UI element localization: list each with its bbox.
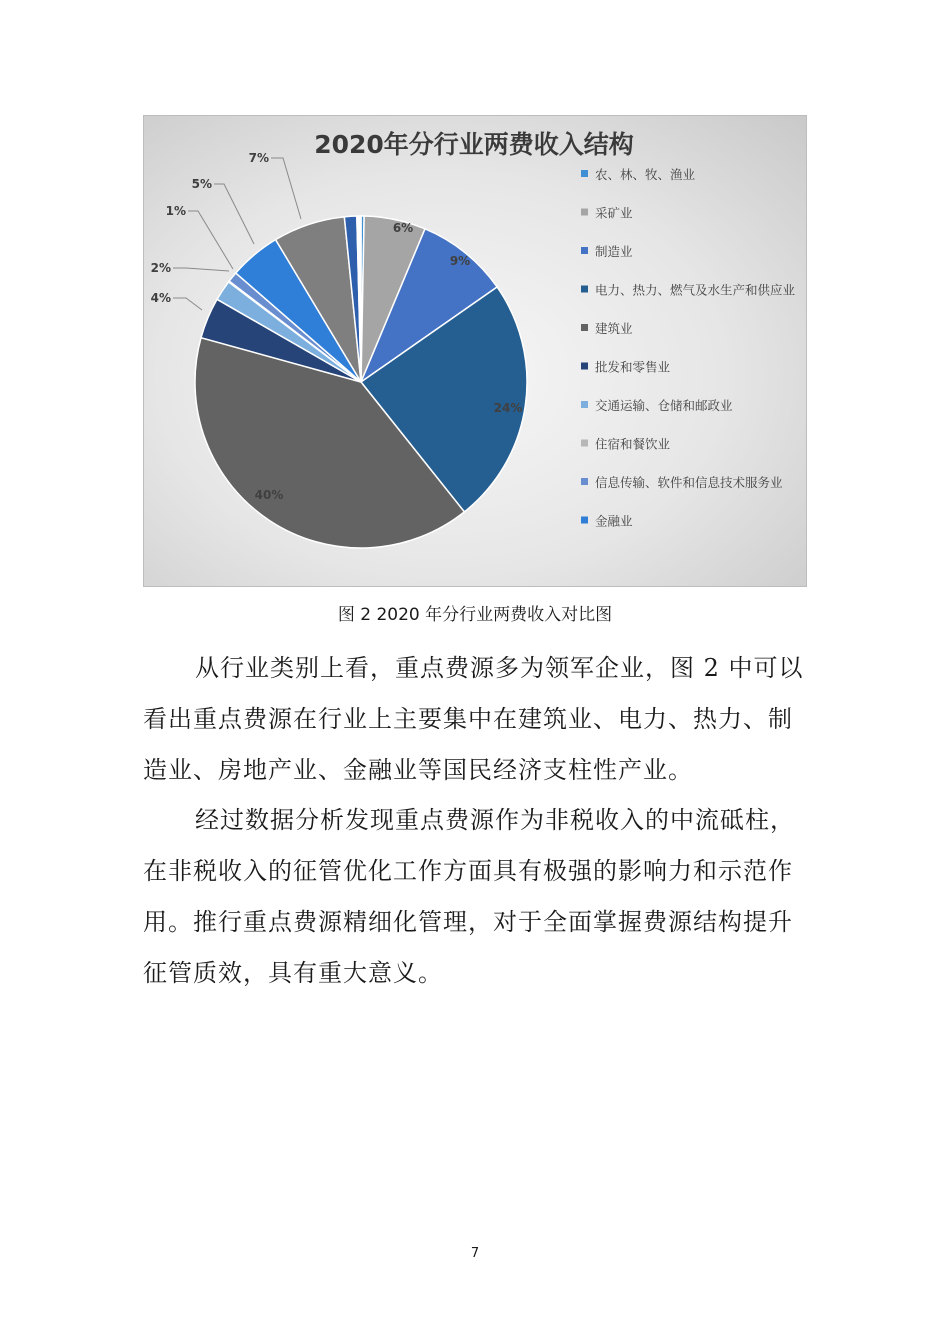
legend-label: 信息传输、软件和信息技术服务业 bbox=[595, 475, 783, 490]
pie-slices bbox=[195, 216, 527, 548]
data-label: 2% bbox=[150, 261, 171, 275]
data-label: 9% bbox=[449, 254, 471, 268]
leader-line bbox=[173, 268, 229, 271]
legend-label: 批发和零售业 bbox=[595, 359, 671, 375]
data-label: 5% bbox=[191, 177, 212, 191]
legend-swatch bbox=[581, 209, 588, 216]
legend-item bbox=[581, 475, 783, 490]
legend-label: 交通运输、仓储和邮政业 bbox=[595, 398, 733, 413]
leader-line bbox=[173, 298, 202, 310]
chart-legend bbox=[581, 167, 796, 529]
data-label: 7% bbox=[248, 151, 269, 165]
pie-chart-figure bbox=[143, 115, 807, 587]
legend-item bbox=[581, 167, 696, 182]
legend-swatch bbox=[581, 363, 588, 370]
data-label: 40% bbox=[254, 488, 284, 502]
legend-label: 住宿和餐饮业 bbox=[595, 436, 671, 452]
legend-label: 建筑业 bbox=[595, 321, 633, 336]
legend-label: 制造业 bbox=[595, 244, 633, 259]
legend-swatch bbox=[581, 478, 588, 485]
pie-chart-canvas bbox=[144, 116, 808, 588]
legend-swatch bbox=[581, 324, 588, 331]
legend-item bbox=[581, 398, 733, 413]
data-label: 1% bbox=[165, 204, 186, 218]
leader-line bbox=[188, 211, 233, 269]
legend-item bbox=[581, 206, 633, 221]
legend-swatch bbox=[581, 440, 588, 447]
legend-item bbox=[581, 437, 671, 452]
legend-swatch bbox=[581, 517, 588, 524]
page-number: 7 bbox=[470, 1246, 480, 1261]
paragraph-text: 经过数据分析发现重点费源作为非税收入的中流砥柱，在非税收入的征管优化工作方面具有极强的影响力和示范作用。推行重点费源精细化管理，对于全面掌握费源结构提升征管质效，具有重大意义。 bbox=[143, 806, 795, 987]
data-label: 4% bbox=[150, 291, 171, 305]
legend-label: 采矿业 bbox=[595, 205, 633, 221]
legend-swatch bbox=[581, 401, 588, 408]
leader-line bbox=[271, 158, 301, 219]
legend-item bbox=[581, 321, 633, 336]
figure-caption: 图 2 2020 年分行业两费收入对比图 bbox=[337, 605, 613, 625]
leader-line bbox=[214, 184, 254, 244]
data-label: 6% bbox=[392, 221, 414, 235]
legend-item bbox=[581, 244, 633, 259]
legend-swatch bbox=[581, 286, 588, 293]
legend-swatch bbox=[581, 247, 588, 254]
legend-label: 农、林、牧、渔业 bbox=[595, 167, 696, 182]
legend-label: 电力、热力、燃气及水生产和供应业 bbox=[595, 282, 796, 298]
body-paragraph-2 bbox=[143, 795, 813, 999]
data-label: 24% bbox=[493, 401, 523, 415]
legend-swatch bbox=[581, 170, 588, 177]
legend-item bbox=[581, 514, 633, 529]
legend-item bbox=[581, 360, 671, 375]
paragraph-text: 从行业类别上看，重点费源多为领军企业，图 2 中可以看出重点费源在行业上主要集中在建筑业、电力、热力、制造业、房地产业、金融业等国民经济支柱性产业。 bbox=[143, 654, 804, 784]
body-paragraph-1 bbox=[143, 643, 813, 796]
legend-item bbox=[581, 283, 796, 298]
chart-title: 2020年分行业两费收入结构 bbox=[314, 130, 634, 159]
legend-label: 金融业 bbox=[595, 513, 633, 529]
